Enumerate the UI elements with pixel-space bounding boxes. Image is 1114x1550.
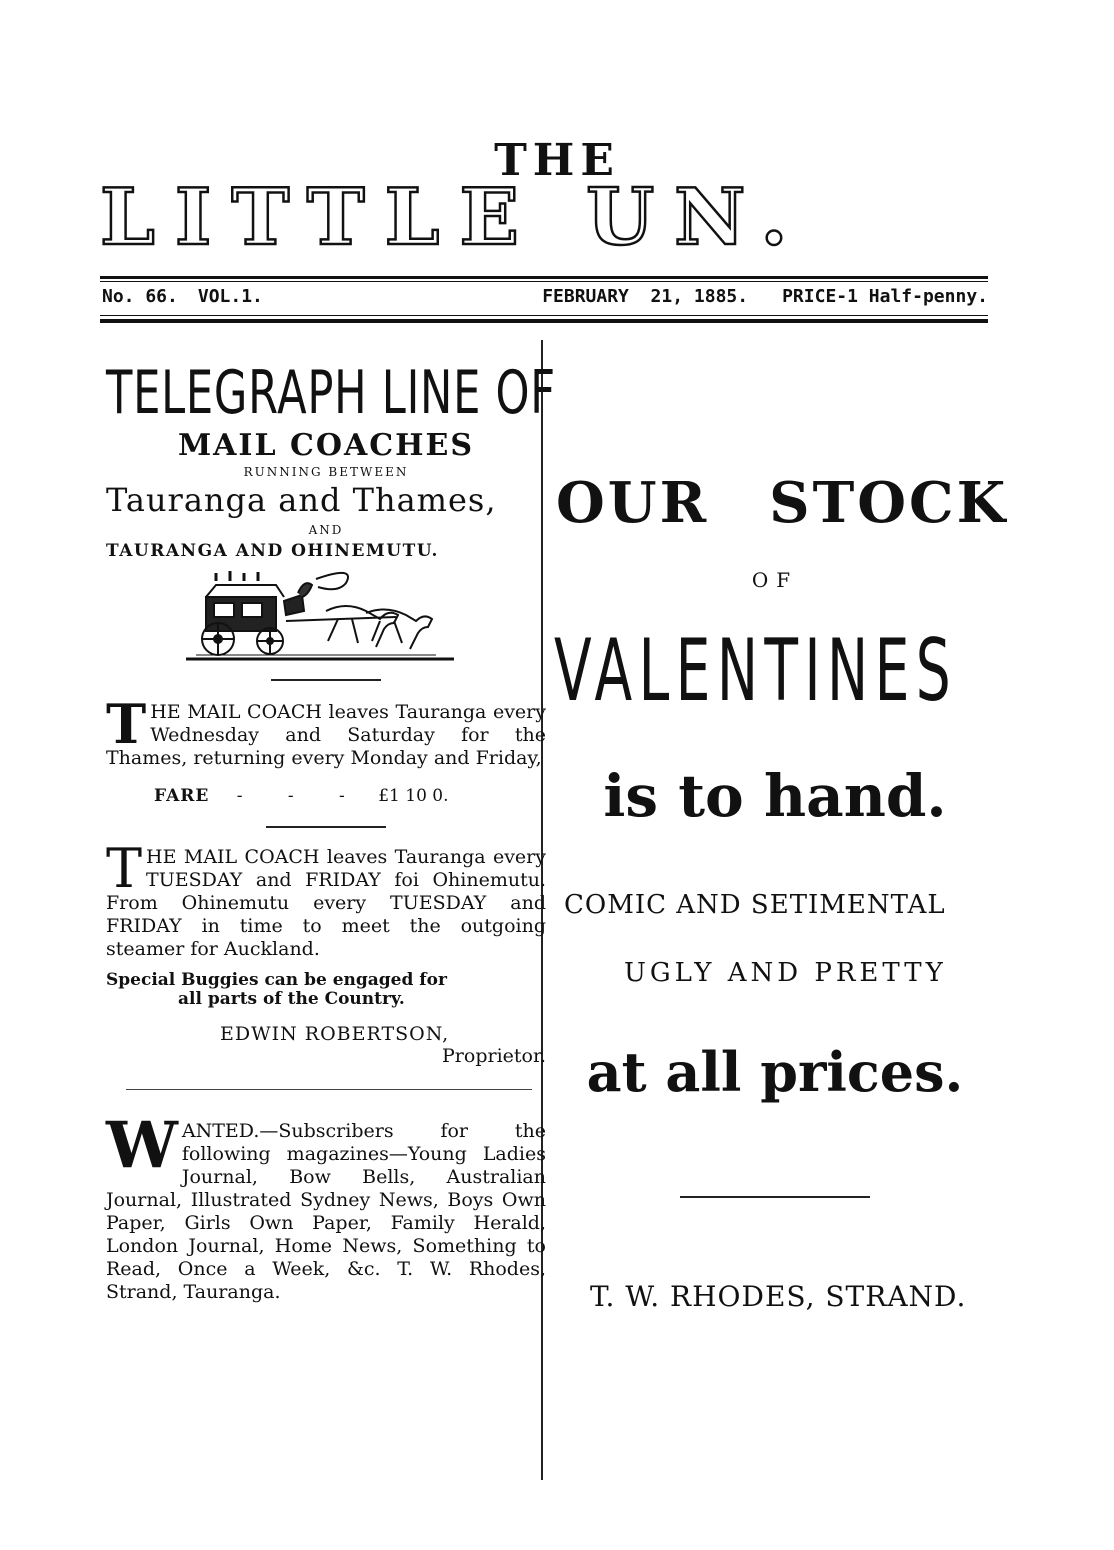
of-word: OF <box>751 568 799 592</box>
proprietor-name: EDWIN ROBERTSON, <box>220 1023 450 1045</box>
route-tauranga-ohinemutu: TAURANGA AND OHINEMUTU. <box>106 541 439 561</box>
masthead-bottom-rule-thin <box>100 315 988 316</box>
ohinemutu-coach-paragraph <box>106 837 546 961</box>
fare-value: £1 10 0. <box>378 786 449 806</box>
fare-label: FARE <box>154 786 210 806</box>
proprietor-title: Proprietor. <box>442 1045 546 1067</box>
special-buggies-notice <box>106 971 546 1009</box>
is-to-hand-line: is to hand. <box>603 762 947 830</box>
section-rule <box>680 1196 870 1198</box>
issue-date: FEBRUARY 21, 1885. <box>542 286 749 307</box>
dropcap-t: T <box>106 837 143 900</box>
section-rule <box>266 826 386 828</box>
special-buggies-line1: Special Buggies can be engaged for <box>106 970 447 990</box>
stagecoach-illustration <box>186 571 456 663</box>
issue-price: PRICE-1 Half-penny. <box>782 286 988 307</box>
mail-coaches-subhead: MAIL COACHES <box>177 428 475 463</box>
ugly-pretty-line: UGLY AND PRETTY <box>624 958 947 988</box>
valentines-advertisement <box>550 470 1009 1313</box>
stock-word: STOCK <box>769 470 1009 536</box>
wanted-text: ANTED.—Subscribers for the following magazines—Young Ladies Journal, Bow Bells, Australian Journal, Illustrated Sydney News, Boys Own Paper, Girls Own Paper, Family Herald, London Journal, Home News, Something to Read, Once a Week, &c. T. W. Rhodes, Strand, Tauranga. <box>106 1120 546 1303</box>
dropcap-t: T <box>106 692 147 756</box>
comic-sentimental-line: COMIC AND SETIMENTAL <box>564 890 946 920</box>
route-tauranga-thames: Tauranga and Thames, <box>106 481 497 519</box>
masthead-title: LITTLE UN. <box>100 172 808 263</box>
all-prices-line: at all prices. <box>586 1040 964 1104</box>
our-stock-headline <box>556 470 1009 536</box>
thames-coach-paragraph <box>106 692 546 770</box>
our-word: OUR <box>556 470 710 536</box>
masthead-top-rule-thin <box>100 281 988 282</box>
dropcap-w: W <box>106 1108 178 1183</box>
issue-number: No. 66. <box>102 286 178 307</box>
special-buggies-line2: all parts of the Country. <box>178 989 405 1009</box>
fare-dashes: - - - <box>236 786 365 806</box>
running-between-label: RUNNING BETWEEN <box>243 465 409 479</box>
masthead-top-rule <box>100 276 988 279</box>
volume-number: VOL.1. <box>197 286 263 307</box>
telegraph-headline: TELEGRAPH LINE OF <box>106 358 556 428</box>
masthead-bottom-rule <box>100 319 988 323</box>
coach-advertisement <box>106 358 556 1304</box>
wanted-advertisement <box>106 1108 546 1304</box>
section-rule <box>271 679 381 681</box>
thames-coach-text: HE MAIL COACH leaves Tauranga every Wednesday and Saturday for the Thames, returning every Monday and Friday, <box>106 701 546 769</box>
issue-line <box>102 286 988 307</box>
masthead-the: THE <box>494 135 620 186</box>
ohinemutu-coach-text: HE MAIL COACH leaves Tauranga every TUESDAY and FRIDAY foi Ohinemutu. From Ohinemutu every TUESDAY and FRIDAY in time to meet the outgoing steamer for Auckland. <box>106 846 546 960</box>
section-rule <box>126 1089 532 1090</box>
fare-line <box>154 786 546 806</box>
advertiser-signature: T. W. RHODES, STRAND. <box>590 1280 967 1313</box>
valentines-headline: VALENTINES <box>554 621 958 721</box>
and-label: AND <box>308 523 344 537</box>
